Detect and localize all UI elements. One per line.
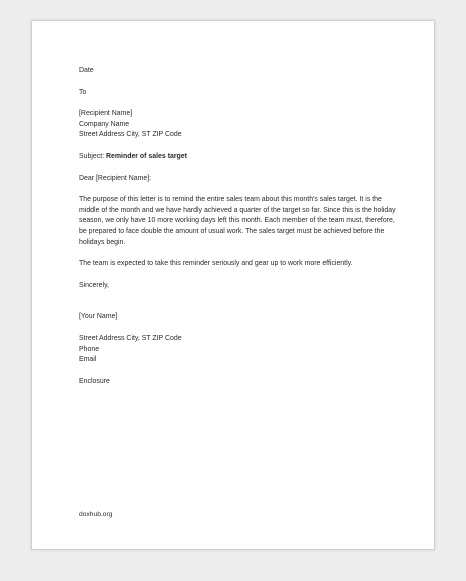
- source-watermark: doxhub.org: [79, 511, 113, 518]
- closing: Sincerely,: [79, 281, 109, 289]
- subject-text: Reminder of sales target: [106, 152, 187, 160]
- sender-address: Street Address City, ST ZIP Code: [79, 334, 182, 342]
- recipient-name: [Recipient Name]: [79, 110, 133, 118]
- subject-prefix: Subject:: [79, 152, 106, 160]
- body-paragraph-1: The purpose of this letter is to remind the entire sales team about this month's sales target. It is the middle of the month and we have hardly achieved a quarter of the target so far. Since this is the holiday season, we only have 10 more working days left this month. Each member of the team must, therefore, be prepared to face double the amount of usual work. The sales target must be achieved before the holidays begin.: [79, 196, 396, 246]
- salutation: Dear [Recipient Name]:: [79, 174, 152, 182]
- enclosure: Enclosure: [79, 377, 110, 385]
- subject-line: [79, 152, 404, 163]
- recipient-address: Street Address City, ST ZIP Code: [79, 131, 182, 139]
- date-line: Date: [79, 67, 94, 74]
- sender-name: [Your Name]: [79, 313, 118, 321]
- sender-email: Email: [79, 356, 97, 364]
- document-page: [31, 20, 435, 550]
- body-paragraph-2: The team is expected to take this reminder seriously and gear up to work more efficiently.: [79, 260, 353, 268]
- sender-phone: Phone: [79, 345, 100, 353]
- to-line: To: [79, 88, 87, 96]
- recipient-company: Company Name: [79, 120, 130, 128]
- letter-body: [79, 66, 404, 387]
